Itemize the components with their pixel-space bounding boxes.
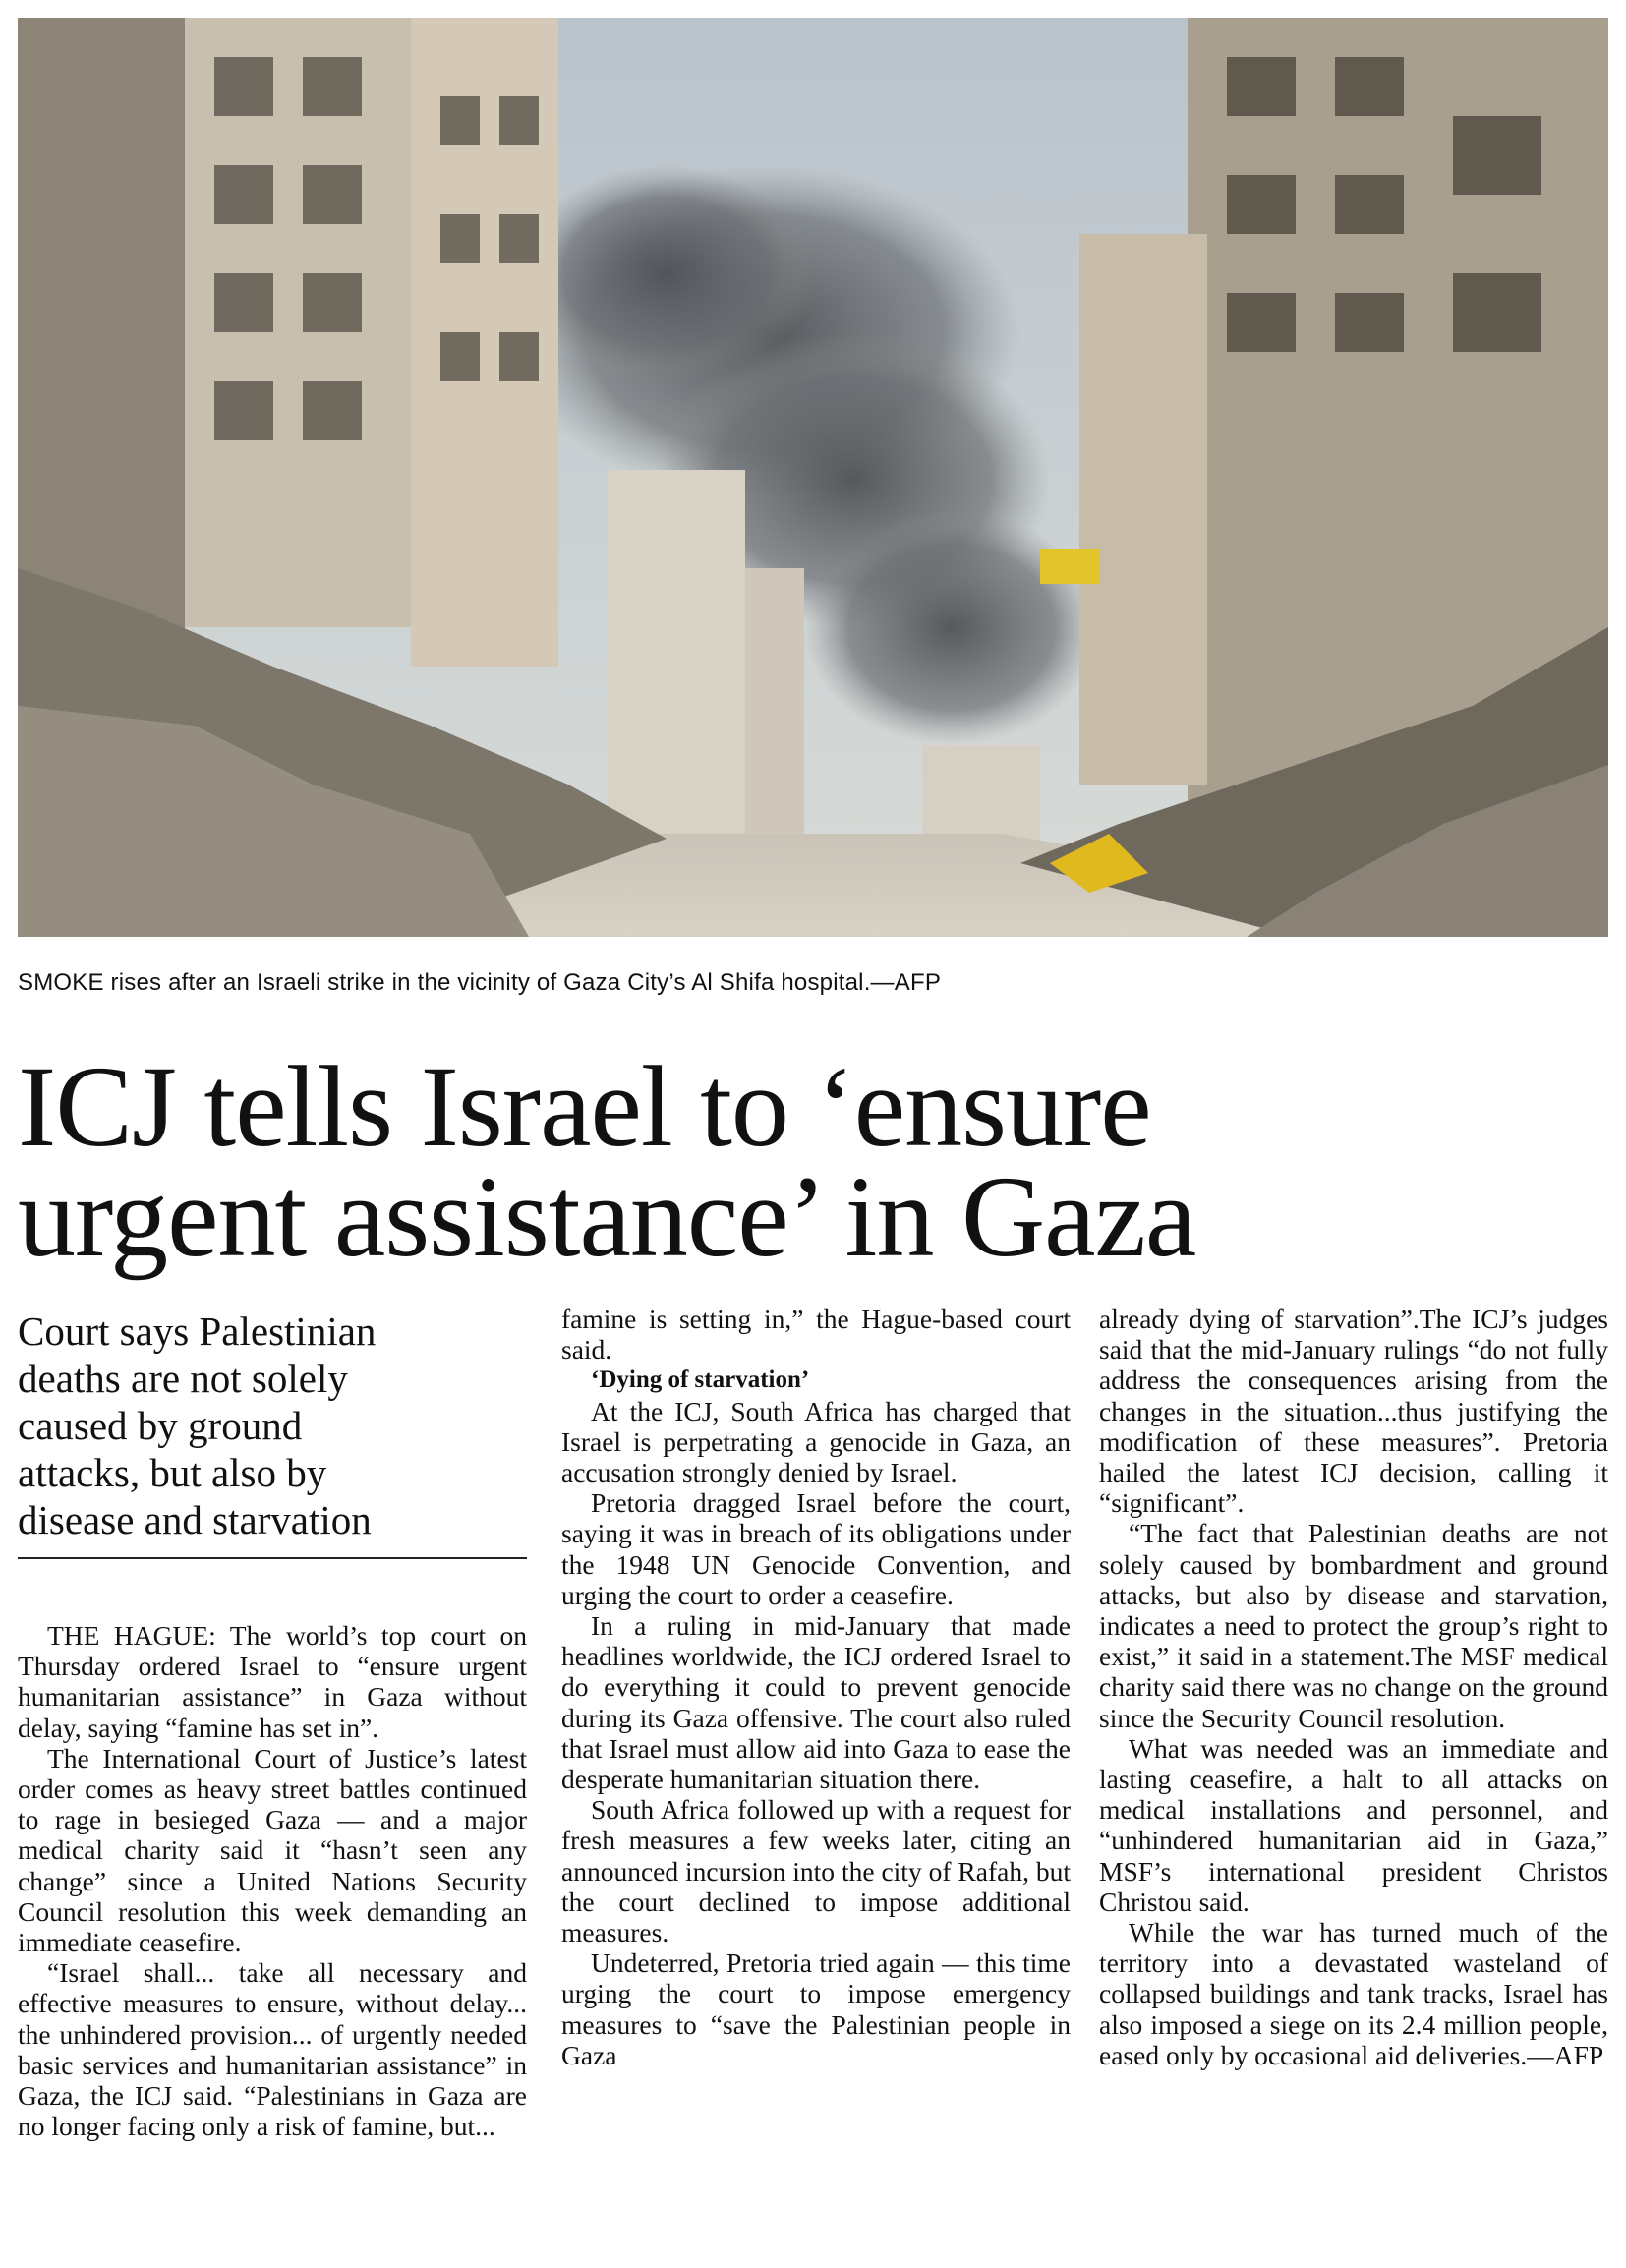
- article-paragraph: THE HAGUE: The world’s top court on Thursday ordered Israel to “ensure urgent humanitarian assistance” in Gaza without delay, saying “famine has set in”.: [18, 1620, 527, 1743]
- dateline: THE HAGUE:: [47, 1620, 216, 1651]
- photo-caption: SMOKE rises after an Israeli strike in the vicinity of Gaza City’s Al Shifa hospital.—AFP: [18, 969, 942, 996]
- article-column-3: [1099, 1304, 1608, 2070]
- article-column-1: [18, 1620, 527, 2141]
- headline: [18, 1042, 1608, 1281]
- standfirst-line-4: attacks, but also by: [18, 1450, 327, 1495]
- article-paragraph: famine is setting in,” the Hague-based court said.: [561, 1304, 1071, 1366]
- article-column-2: [561, 1304, 1071, 2070]
- standfirst-line-5: disease and starvation: [18, 1497, 372, 1542]
- standfirst-line-1: Court says Palestinian: [18, 1308, 377, 1354]
- article-paragraph: already dying of starvation”.The ICJ’s judges said that the mid-January rulings “do not fully address the consequences arising from the changes in the situation...thus justifying the modification of these measures”. Pretoria hailed the latest ICJ decision, calling it “significant”.: [1099, 1304, 1608, 1519]
- article-paragraph: In a ruling in mid-January that made headlines worldwide, the ICJ ordered Israel to do everything it could to prevent genocide during its Gaza offensive. The court also ruled that Israel must allow aid into Gaza to ease the desperate humanitarian situation there.: [561, 1610, 1071, 1795]
- standfirst: [18, 1308, 527, 1559]
- article-paragraph: “The fact that Palestinian deaths are not solely caused by bombardment and ground attacks, but also by disease and starvation, indicates a need to protect the group’s right to exist,” it said in a statement.The MSF medical charity said there was no change on the ground since the Security Council resolution.: [1099, 1518, 1608, 1733]
- headline-line-1: ICJ tells Israel to ‘ensure: [18, 1042, 1151, 1171]
- article-paragraph: The International Court of Justice’s latest order comes as heavy street battles continued to rage in besieged Gaza — and a major medical charity said it “hasn’t seen any change” since a United Nations Security Council resolution this week demanding an immediate ceasefire.: [18, 1742, 527, 1958]
- news-photo: [18, 18, 1608, 937]
- headline-line-2: urgent assistance’ in Gaza: [18, 1152, 1196, 1281]
- standfirst-line-2: deaths are not solely: [18, 1356, 348, 1401]
- article-paragraph: South Africa followed up with a request for fresh measures a few weeks later, citing an announced incursion into the city of Rafah, but the court declined to impose additional measures.: [561, 1794, 1071, 1948]
- article-paragraph: “Israel shall... take all necessary and effective measures to ensure, without delay... the unhindered provision... of urgently needed basic services and humanitarian assistance” in Gaza, the ICJ said. “Palestinians in Gaza are no longer facing only a risk of famine, but...: [18, 1957, 527, 2142]
- article-paragraph: What was needed was an immediate and lasting ceasefire, a halt to all attacks on medical installations and personnel, and “unhindered humanitarian aid in Gaza,” MSF’s international president Christos Christou said.: [1099, 1732, 1608, 1917]
- article-paragraph: At the ICJ, South Africa has charged that Israel is perpetrating a genocide in Gaza, an accusation strongly denied by Israel.: [561, 1395, 1071, 1488]
- destroyed-street-photo-icon: [18, 18, 1608, 937]
- article-paragraph: While the war has turned much of the territory into a devastated wasteland of collapsed buildings and tank tracks, Israel has also imposed a siege on its 2.4 million people, eased only by occasional aid deliveries.—AFP: [1099, 1917, 1608, 2070]
- standfirst-line-3: caused by ground: [18, 1403, 303, 1448]
- subheading: ‘Dying of starvation’: [591, 1367, 810, 1394]
- article-paragraph: Undeterred, Pretoria tried again — this time urging the court to impose emergency measures to “save the Palestinian people in Gaza: [561, 1948, 1071, 2070]
- article-paragraph: Pretoria dragged Israel before the court, saying it was in breach of its obligations under the 1948 UN Genocide Convention, and urging the court to order a ceasefire.: [561, 1487, 1071, 1610]
